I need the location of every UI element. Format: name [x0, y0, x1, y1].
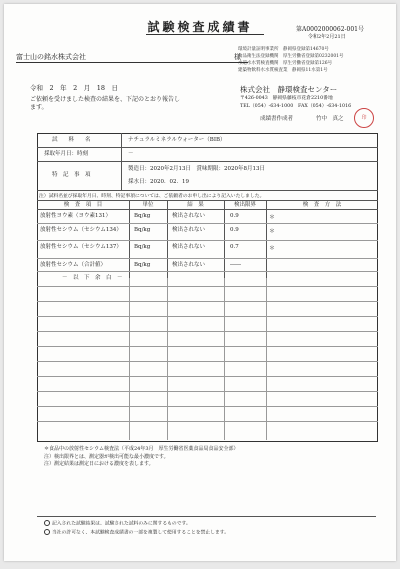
issue-date: 令和2年2月21日 — [308, 34, 346, 40]
lab-phone: TEL（054）-634-1000 FAX（054）-634-1016 — [240, 104, 352, 109]
note-line: 注）測定結果は測定日における濃度を表します。 — [44, 461, 154, 467]
table-row-result: 検出されない — [172, 227, 206, 233]
row-divider — [37, 190, 378, 191]
responsible-name: 竹中 真之 — [316, 116, 344, 122]
lab-name: 株式会社 静環検査センター — [240, 85, 338, 94]
sample-value: ナチュラルミネラルウォーター（BIB） — [128, 137, 226, 143]
table-row-unit: Bq/kg — [134, 244, 151, 250]
client-honorific: 様 — [234, 53, 241, 61]
table-row-unit: Bq/kg — [134, 213, 151, 219]
col-divider — [266, 278, 267, 440]
footer-line: 記入された試験結果は、試験された試料のみに関するものです。 — [52, 521, 191, 527]
col-divider — [121, 133, 122, 190]
remarks-line-2: 採水日：2020．02．19 — [128, 179, 189, 185]
table-row-unit: Bq/kg — [134, 262, 151, 268]
datetime-label: 採取年月日：時刻 — [44, 151, 89, 157]
client-underline — [16, 62, 248, 63]
col-divider — [129, 278, 130, 440]
lab-address: 〒426-0043 静岡県藤枝市花倉2210番地 — [240, 96, 333, 101]
row-divider — [37, 271, 378, 272]
asterisk-icon: ＊ — [269, 228, 276, 235]
col-divider — [224, 278, 225, 440]
intro-text: ご依頼を受けました検査の結果を、下記のとおり報告します。 — [30, 96, 181, 111]
table-row-item: 放射性セシウム（合計値） — [40, 262, 106, 268]
table-row-unit: Bq/kg — [134, 227, 151, 233]
seal-stamp-icon: 印 — [354, 108, 374, 128]
circle-bullet-icon — [44, 529, 50, 535]
table-row-limit: ―― — [230, 262, 241, 268]
request-date: 令和 2 年 2 月 18 日 — [30, 84, 119, 92]
table-row-item: 放射性ヨウ素（ヨウ素131） — [40, 213, 111, 219]
row-divider — [37, 301, 378, 302]
row-divider — [37, 240, 378, 241]
header-unit: 単位 — [142, 202, 154, 208]
sample-label: 試 料 名 — [52, 137, 91, 143]
notes — [44, 446, 239, 469]
row-divider — [37, 258, 378, 259]
col-divider — [266, 200, 267, 278]
document-page — [4, 4, 396, 561]
header-method: 検 査 方 法 — [302, 202, 342, 208]
document-title: 試験検査成績書 — [147, 20, 253, 34]
footer — [44, 520, 229, 537]
row-divider — [37, 421, 378, 422]
footer-line: 当社の許可なく、本試験検査成績書の一部を複製して使用することを禁止します。 — [52, 530, 230, 535]
row-divider — [37, 161, 378, 162]
col-divider — [167, 278, 168, 440]
results-frame — [37, 133, 378, 442]
table-row-limit: 0.9 — [230, 213, 239, 219]
table-row-limit: 0.7 — [230, 244, 239, 250]
row-divider — [37, 286, 378, 287]
table-row-result: 検出されない — [172, 244, 206, 250]
row-divider — [37, 346, 378, 347]
asterisk-icon: ＊ — [269, 214, 276, 221]
row-divider — [37, 391, 378, 392]
header-limit: 検出限界 — [233, 202, 256, 208]
row-divider — [37, 200, 378, 201]
table-row-result: 検出されない — [172, 262, 206, 268]
cert-line: 水道水水質検査機関 厚生労働省登録第126号 — [238, 61, 333, 66]
row-divider — [37, 361, 378, 362]
table-row-limit: 0.9 — [230, 227, 239, 233]
header-result: 結 果 — [187, 202, 204, 208]
row-divider — [37, 223, 378, 224]
note-line: ＊食品中の放射性セシウム検査法（平成24年3月 厚生労働省医薬食品局食品安全部） — [44, 446, 239, 452]
row-divider — [37, 209, 378, 210]
circle-bullet-icon — [44, 520, 50, 526]
remarks-line-1: 製造日：2020年2月13日 賞味期限：2020年8月13日 — [128, 166, 265, 172]
table-row-result: 検出されない — [172, 213, 206, 219]
table-row-item: 放射性セシウム（セシウム137） — [40, 244, 122, 250]
col-divider — [167, 200, 168, 278]
row-divider — [37, 406, 378, 407]
col-divider — [129, 200, 130, 278]
cert-line: 建築物飲料水水質検査業 静岡県11水第1号 — [238, 68, 328, 73]
datetime-value: － — [128, 151, 134, 157]
document-number: 第A0002000062-001号 — [296, 26, 364, 33]
remarks-label: 特 記 事 項 — [52, 172, 91, 178]
header-item: 検 査 項 目 — [63, 202, 103, 208]
responsible-label: 成績書作成者 — [260, 116, 294, 122]
info-note: 注）試料名並び採取年月日、時刻、特記事項については、ご依頼者のお申し出により記入いたしました。 — [39, 194, 265, 199]
client-name: 富士山の銘水株式会社 — [16, 53, 86, 61]
col-divider — [224, 200, 225, 278]
row-divider — [37, 376, 378, 377]
note-line: 注）検出限界とは、測定器が検出可能な最小濃度です。 — [44, 453, 169, 460]
cert-line: 環境計量証明事業所 静岡県登録第14670号 — [238, 47, 329, 52]
row-divider — [37, 316, 378, 317]
cert-line: 食品衛生法登録機関 厚生労働省登録第0232001号 — [238, 54, 344, 59]
table-row-item: 放射性セシウム（セシウム134） — [40, 227, 122, 233]
row-divider — [37, 147, 378, 148]
blank-marker: － 以 下 余 白 － — [62, 275, 123, 281]
footer-divider — [37, 516, 376, 517]
row-divider — [37, 331, 378, 332]
asterisk-icon: ＊ — [269, 245, 276, 252]
title-underline — [146, 34, 264, 35]
